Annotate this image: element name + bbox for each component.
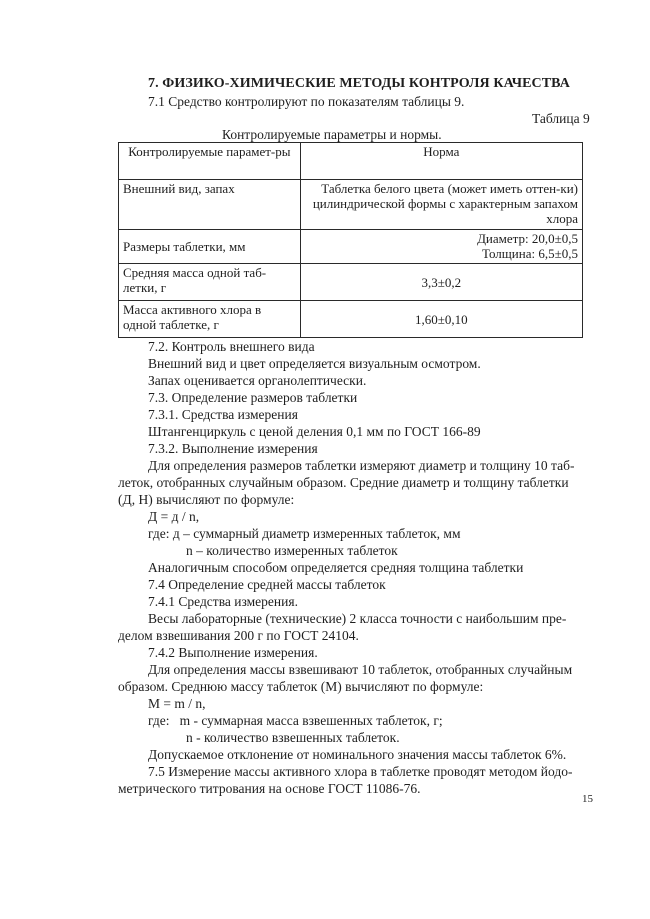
table-cell: Таблетка белого цвета (может иметь оттен-ки) цилиндрической формы с характерным запахом хлора [300, 180, 582, 230]
paragraph-line: Запах оценивается органолептически. [148, 373, 367, 388]
paragraph-line: n - количество взвешенных таблеток. [186, 730, 400, 745]
paragraph-line: Для определения массы взвешивают 10 таблеток, отобранных случайным [148, 662, 573, 677]
table-cell: Средняя масса одной таб-летки, г [119, 264, 301, 301]
section-heading: 7. ФИЗИКО-ХИМИЧЕСКИЕ МЕТОДЫ КОНТРОЛЯ КАЧЕСТВА [148, 76, 570, 91]
paragraph-line: Допускаемое отклонение от номинального значения массы таблеток 6%. [148, 747, 567, 762]
paragraph-line: n – количество измеренных таблеток [186, 543, 398, 558]
subsection-heading: 7.4.2 Выполнение измерения. [148, 645, 318, 660]
table-number: Таблица 9 [532, 111, 590, 126]
subsection-heading: 7.4.1 Средства измерения. [148, 594, 298, 609]
table-cell: Размеры таблетки, мм [119, 230, 301, 264]
norm-thickness: Толщина: 6,5±0,5 [482, 246, 578, 261]
subsection-heading: 7.2. Контроль внешнего вида [148, 339, 315, 354]
table-cell: Внешний вид, запах [119, 180, 301, 230]
table-header-row [119, 143, 583, 180]
table-cell: Масса активного хлора в одной таблетке, г [119, 301, 301, 338]
formula: Д = д / n, [148, 509, 200, 524]
paragraph-line: Штангенциркуль с ценой деления 0,1 мм по ГОСТ 166-89 [148, 424, 481, 439]
page-number: 15 [582, 793, 593, 805]
paragraph-line: Внешний вид и цвет определяется визуальным осмотром. [148, 356, 481, 371]
table-header-cell: Норма [300, 143, 582, 180]
table-cell [300, 230, 582, 264]
table-row [119, 180, 583, 230]
subsection-heading: 7.5 Измерение массы активного хлора в таблетке проводят методом йодо- [148, 764, 573, 779]
subsection-heading: 7.3.1. Средства измерения [148, 407, 298, 422]
paragraph-line: Аналогичным способом определяется средняя толщина таблетки [148, 560, 524, 575]
paragraph-line: Для определения размеров таблетки измеряют диаметр и толщину 10 таб- [148, 458, 575, 473]
table-cell: 1,60±0,10 [300, 301, 582, 338]
paragraph-line: образом. Среднюю массу таблеток (М) вычисляют по формуле: [118, 679, 484, 694]
subsection-heading: 7.3.2. Выполнение измерения [148, 441, 318, 456]
paragraph-line: Весы лабораторные (технические) 2 класса точности с наибольшим пре- [148, 611, 567, 626]
paragraph-line: метрического титрования на основе ГОСТ 11086-76. [118, 781, 421, 796]
norm-diameter: Диаметр: 20,0±0,5 [477, 231, 578, 246]
section-intro: 7.1 Средство контролируют по показателям таблицы 9. [148, 94, 465, 109]
table-caption: Контролируемые параметры и нормы. [222, 127, 442, 142]
paragraph-line: где: m - суммарная масса взвешенных таблеток, г; [148, 713, 443, 728]
paragraph-line: делом взвешивания 200 г по ГОСТ 24104. [118, 628, 359, 643]
table-header-cell: Контролируемые парамет-ры [119, 143, 301, 180]
paragraph-line: где: д – суммарный диаметр измеренных таблеток, мм [148, 526, 461, 541]
subsection-heading: 7.3. Определение размеров таблетки [148, 390, 358, 405]
paragraph-line: (Д, Н) вычисляют по формуле: [118, 492, 295, 507]
table-cell: 3,3±0,2 [300, 264, 582, 301]
formula: М = m / n, [148, 696, 206, 711]
table-row [119, 230, 583, 264]
subsection-heading: 7.4 Определение средней массы таблеток [148, 577, 386, 592]
table-row [119, 264, 583, 301]
paragraph-line: леток, отобранных случайным образом. Средние диаметр и толщину таблетки [118, 475, 569, 490]
parameters-table [118, 142, 583, 338]
table-row [119, 301, 583, 338]
